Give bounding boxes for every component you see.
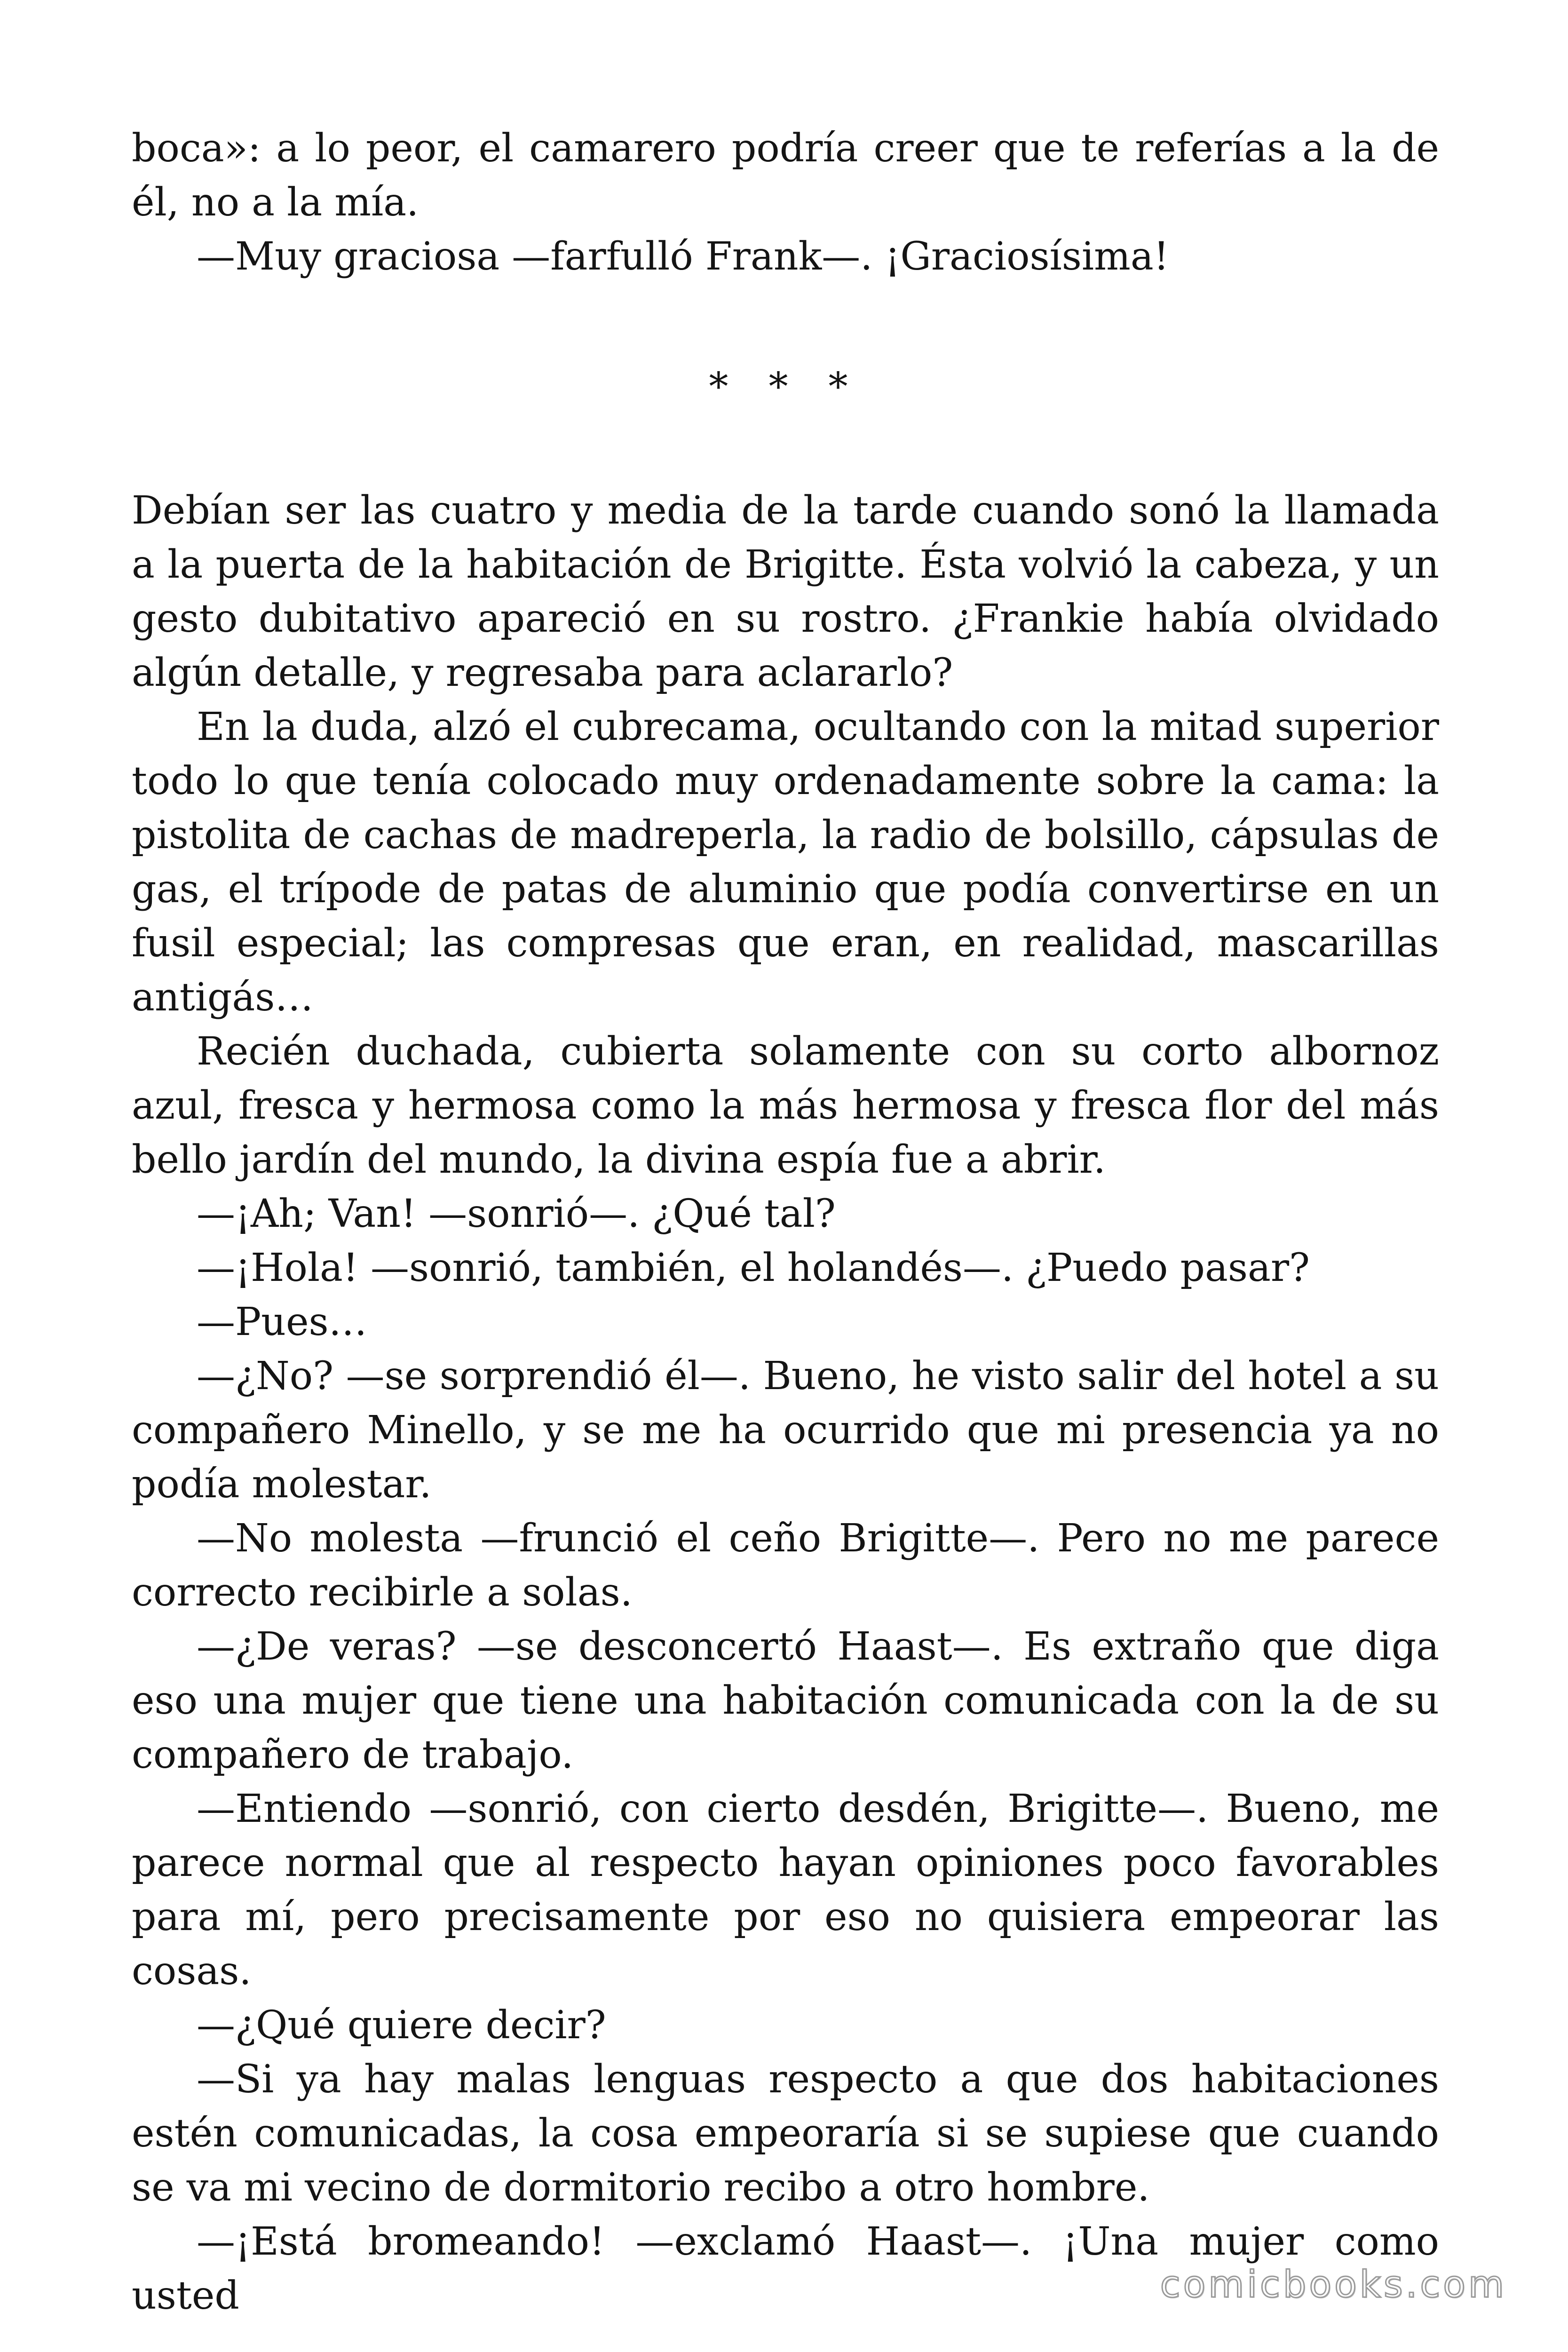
paragraph: —No molesta —frunció el ceño Brigitte—. Pero no me parece correcto recibirle a solas. xyxy=(132,1516,1439,1615)
site-watermark: comicbooks.com xyxy=(1160,2264,1507,2306)
main-text-block xyxy=(132,484,1439,2323)
paragraph: boca»: a lo peor, el camarero podría creer que te referías a la de él, no a la mía. xyxy=(132,126,1439,225)
paragraph: En la duda, alzó el cubrecama, ocultando con la mitad superior todo lo que tenía colocado muy ordenadamente sobre la cama: la pistolita de cachas de madreperla, la radio de bolsillo, cápsulas de gas, el trípode de patas de aluminio que podía convertirse en un fusil especial; las compresas que eran, en realidad, mascarillas antigás… xyxy=(132,705,1439,1020)
paragraph: —¿De veras? —se desconcertó Haast—. Es extraño que diga eso una mujer que tiene una habitación comunicada con la de su compañero de trabajo. xyxy=(132,1624,1439,1777)
paragraph: —¿Qué quiere decir? xyxy=(197,2003,606,2048)
paragraph: —Muy graciosa —farfulló Frank—. ¡Graciosísima! xyxy=(197,234,1169,279)
section-separator: * * * xyxy=(709,365,862,409)
paragraph: —¿No? —se sorprendió él—. Bueno, he visto salir del hotel a su compañero Minello, y se me ha ocurrido que mi presencia ya no podía molestar. xyxy=(132,1354,1439,1507)
paragraph: Recién duchada, cubierta solamente con su corto albornoz azul, fresca y hermosa como la más hermosa y fresca flor del más bello jardín del mundo, la divina espía fue a abrir. xyxy=(132,1029,1439,1182)
paragraph: —¡Hola! —sonrió, también, el holandés—. ¿Puedo pasar? xyxy=(197,1246,1310,1290)
paragraph: Debían ser las cuatro y media de la tarde cuando sonó la llamada a la puerta de la habitación de Brigitte. Ésta volvió la cabeza, y un gesto dubitativo apareció en su rostro. ¿Frankie había olvidado algún detalle, y regresaba para aclararlo? xyxy=(132,488,1439,695)
paragraph: —¡Ah; Van! —sonrió—. ¿Qué tal? xyxy=(197,1192,836,1236)
paragraph: —¡Está bromeando! —exclamó Haast—. ¡Una mujer como usted xyxy=(132,2219,1439,2318)
paragraph: —Pues… xyxy=(197,1300,367,1344)
top-text-block xyxy=(132,121,1439,284)
paragraph: —Entiendo —sonrió, con cierto desdén, Brigitte—. Bueno, me parece normal que al respecto hayan opiniones poco favorables para mí, pero precisamente por eso no quisiera empeorar las cosas. xyxy=(132,1787,1439,1994)
paragraph: —Si ya hay malas lenguas respecto a que dos habitaciones estén comunicadas, la cosa empeoraría si se supiese que cuando se va mi vecino de dormitorio recibo a otro hombre. xyxy=(132,2057,1439,2210)
